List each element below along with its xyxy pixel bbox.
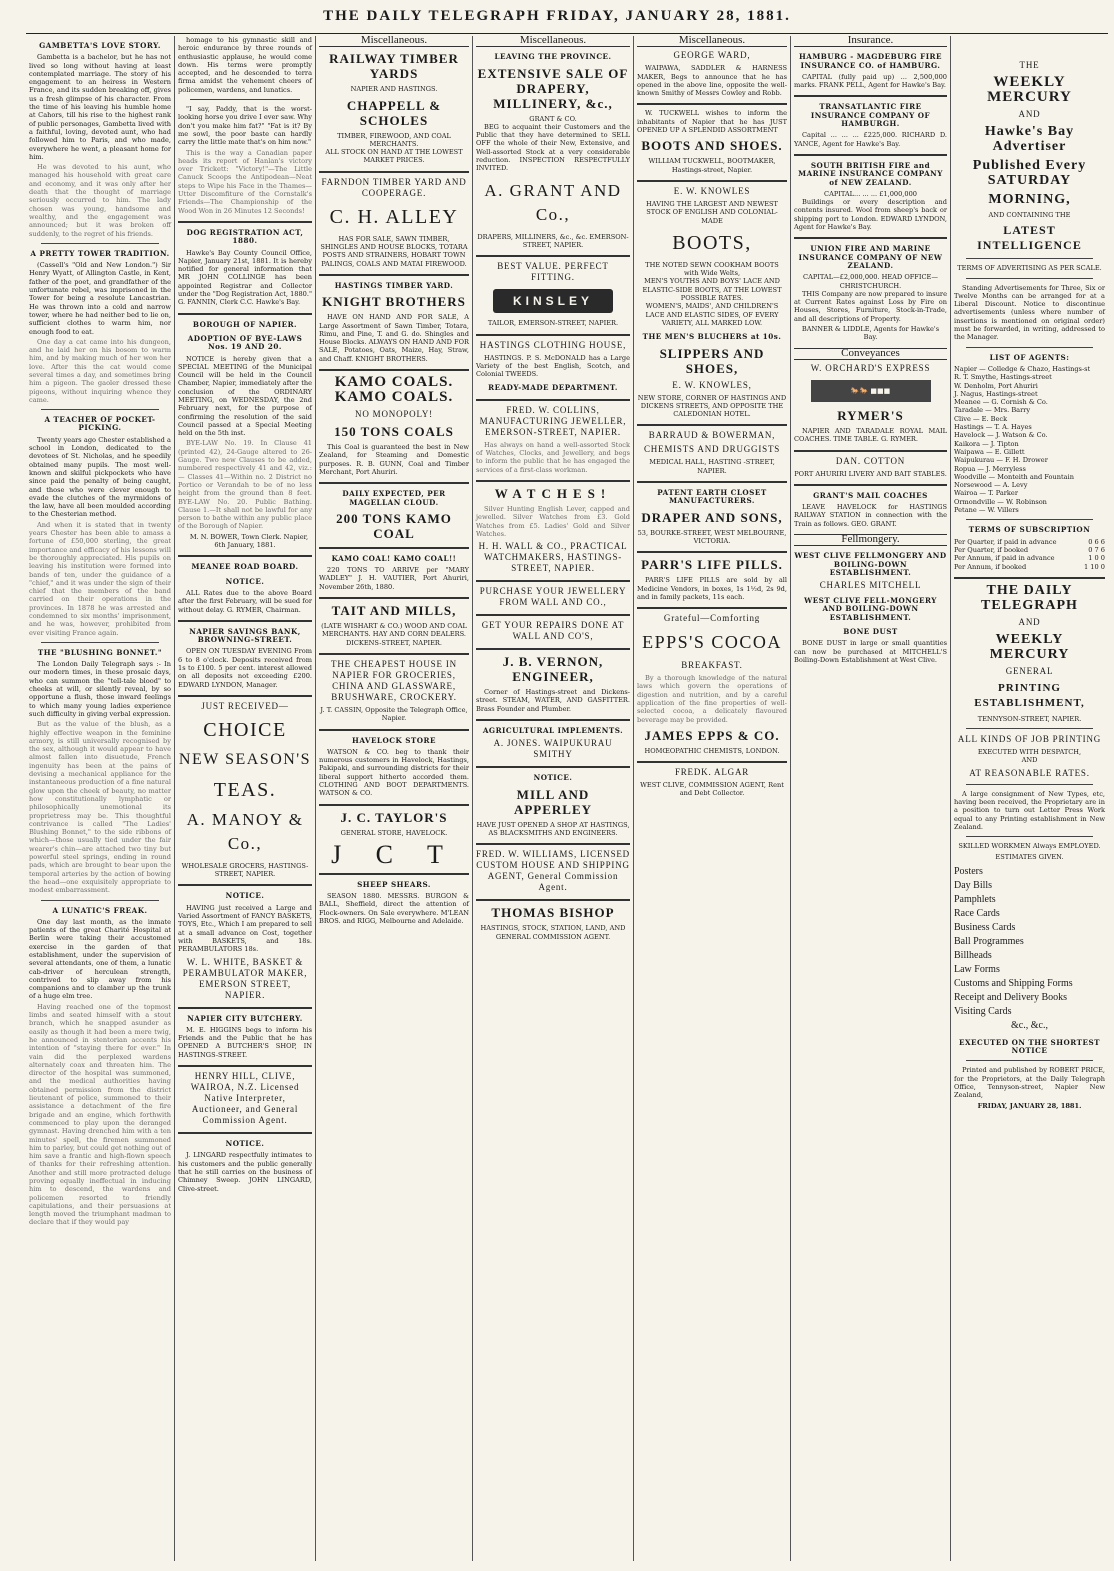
job-type: Day Bills [954,879,993,891]
ad-epps-text: By a thorough knowledge of the natural laws which govern the operations of digestion and nutrition, and by a careful application of the fine properties of well-selected cocoa, a delicately flavoured beverage may be provided. [637,674,787,724]
headline-gambetta: GAMBETTA'S LOVE STORY. [39,41,161,50]
headline-pickpocket: A TEACHER OF POCKET-PICKING. [44,415,156,433]
ad-chappell-line: TIMBER, FIREWOOD, AND COAL MERCHANTS. [337,131,451,148]
notice-bye-laws: NOTICE is hereby given that a SPECIAL MEETING of the Municipal Council will be held in the Council Chamber, Napier, immediately after the conclusion of the ORDINARY MEETING, on WEDNESDAY, the 2nd February next, for the purpose of confirming the resolution of the said Council passed at a Special Meeting held on the 5th inst. [178,354,312,438]
wm-containing: AND CONTAINING THE [988,211,1071,219]
ad-clothing-house: HASTINGS CLOTHING HOUSE, [479,339,627,350]
imprint: Printed and published by ROBERT PRICE, for the Proprietors, at the Daily Telegraph Office, Tennyson-street, Napier New Zealand, [954,1066,1105,1100]
story-pickpocket: Twenty years ago Chester established a school in London, dedicated to the devotees of St. Nicholas, and he speedily obtained many pupils. The most well-known and skilful pickpockets who have since paid the penalty of being caught, and those who were clever enough to evade the clutches of the myrmidons of the law, have all been moulded according to the Chesterian method. [29,435,171,519]
dt-printing: PRINTING ESTABLISHMENT, [974,681,1085,709]
agent-entry: Meanee — G. Cornish & Co. [954,398,1048,407]
story-pickpocket-cont: And when it is stated that in twenty years Chester has been able to amass a fortune of £50,000 sterling, the great importance and efficacy of his lessons will be thoroughly appreciated. His pupils on leaving his institution were formed into bands of ten, under the guidance of a "chief," and it was under the sign of their chief that the members of the band carried on their operations in the provinces. In 1878 he was arrested and condemned to six months' imprisonment, and he was, however, prohibited from ever visiting France again. [29,520,171,637]
story-blushing-cont: But as the value of the blush, as a highly effective weapon in the feminine armory, is still universally recognised by the sex, although it would appear to have almost fallen into disuetude, French ingenuity has been at the pains of devising a mechanical appliance for the instantaneous production of a fine natural glow upon the cheek of beauty, no matter how constitutionally lymphatic or philosophically unemotional its proprietress may be. This thoughtful contrivance is called "The Ladies' Blushing Bonnet," to the side ribbons of which—those usually tied under the fair wearer's chin—are attached two tiny but powerful steel springs, ending in round pads, which are brought to bear upon the temporal arteries by the action of bowing the head—one exquisitely appropriate to modest embarrassment. [29,720,171,895]
ad-knowles: E. W. KNOWLES [673,185,751,196]
job-type: Law Forms [954,963,1000,975]
ad-boots: BOOTS, [672,231,752,254]
ad-transatlantic: TRANSATLANTIC FIRE INSURANCE COMPANY OF HAMBURGH. [810,102,931,129]
column-1 [26,36,174,1561]
ad-algar: FREDK. ALGAR [674,767,750,778]
story-gambetta-cont: He was devoted to his aunt, who managed his household with great care and economy, and it was only after her death that the thought of marriage seriously occurred to him. The lady chosen was young, handsome and wealthy, and the engagement was announced; but it was broken off suddenly, to the regret of his friends. [29,163,171,238]
agent-entry: R. T. Smythe, Hastings-street [954,373,1052,382]
wm-latest: LATEST INTELLIGENCE [977,223,1082,253]
subs-row: Per Quarter, if paid in advance 0 6 6 [954,537,1105,546]
ad-williams: FRED. W. WILLIAMS, LICENSED CUSTOM HOUSE AND SHIPPING AGENT, General Commission Agent. [476,849,630,893]
ad-railway-timber: RAILWAY TIMBER YARDS [329,51,459,82]
dt-title: THE DAILY TELEGRAPH [981,582,1078,613]
ad-breakfast: BREAKFAST. [681,660,743,671]
ad-ward: GEORGE WARD, [673,50,751,61]
ad-slippers: SLIPPERS AND SHOES, [659,345,765,376]
ad-220-tons: 220 TONS TO ARRIVE per "MARY WADLEY" J. H. VAUTIER, Port Ahuriri, November 26th, 1880. [319,566,469,591]
dt-shortest: EXECUTED ON THE SHORTEST NOTICE [959,1037,1100,1056]
col3-section-head: Miscellaneous. [319,36,469,47]
wm-hawkes-bay: Hawke's Bay Advertiser [984,124,1075,154]
headline-blushing: THE "BLUSHING BONNET." [37,647,163,657]
ad-union: UNION FIRE AND MARINE INSURANCE COMPANY OF NEW ZEALAND. [798,244,943,270]
agent-entry: Petane — W. Villers [954,506,1019,515]
ad-agricultural: AGRICULTURAL IMPLEMENTS. [482,726,624,736]
wm-terms: TERMS OF ADVERTISING AS PER SCALE. [957,264,1102,273]
ad-epps-chemists: HOMŒOPATHIC CHEMISTS, LONDON. [644,746,780,755]
story-lunatic: One day last month, as the inmate patients of the great Charité Hospital at Berlin were taking their accustomed exercise in the garden of that establishment, under the supervision of several attendants, one of them, a lunatic cab-driver of herculean strength, contrived to slip away from his companions and to clamber up the trunk of a huge elm tree. [29,917,171,1001]
coach-illustration: 🐎🐎 ■■■ [811,380,931,402]
story-lunatic-end: homage to his gymnastic skill and heroic endurance by three rounds of enthusiastic applause, he would come down. His terms were promptly accepted, and he descended to terra firma amidst the vehement cheers of policemen, wardens, and lunatics. [178,36,312,94]
ad-kamo-text: This Coal is guaranteed the best in New Zealand, for Steaming and Domestic purposes. R. B. GUNN, Coal and Timber Merchant, Port Ahuriri. [319,443,469,476]
ad-tailor-logo: KINSLEY [493,289,613,313]
ad-knowles-stock: HAVING THE LARGEST AND NEWEST STOCK OF ENGLISH AND COLONIAL-MADE [646,199,778,225]
ad-watches-list: Silver Hunting English Lever, capped and jewelled. Silver Watches from £3. Gold Watches from £5. Ladies' Gold and Silver Watches. [476,504,630,538]
ad-chappell: CHAPPELL & SCHOLES [346,97,442,128]
ad-kamo-coal-2: KAMO COAL! KAMO COAL!! [331,553,457,563]
ad-womens: WOMEN'S, MAIDS', AND CHILDREN'S LACE AND ELASTIC SIDES, OF EVERY VARIETY, ALL MARKED LOW. [645,302,779,327]
story-gambetta: Gambetta is a bachelor, but he has not lived so long without having at least contemplated marriage. The story of his engagement to an heiress in Western France, and its sudden breaking off, gives us a fresh glimpse of his character. From the time of his leaving his humble home at Cahors, till his rise to the highest rank of public personages, Gambetta lived with a faithful, loving, devoted aunt, who had followed him to Paris, and who made, everywhere he went, a pleasant home for him. [29,53,171,161]
ad-hill: HENRY HILL, CLIVE, WAIROA, N.Z. Licensed Native Interpreter, Auctioneer, and General Commission Agent. [190,1071,300,1126]
ad-grant-coaches: GRANT'S MAIL COACHES [813,490,928,500]
ad-150-tons: 150 TONS COALS [334,424,454,440]
job-type: Visiting Cards [954,1005,1012,1017]
ad-algar-text: WEST CLIVE, COMMISSION AGENT, Rent and Debt Collector. [640,781,784,798]
ad-rymer-text: NAPIER AND TARADALE ROYAL MAIL COACHES. TIME TABLE. G. RYMER. [794,426,947,444]
headline-borough: BOROUGH OF NAPIER. [192,319,298,329]
ad-higgins: M. E. HIGGINS begs to inform his Friends and the Public that he has OPENED A BUTCHER'S SHOP, IN HASTINGS-STREET. [178,1025,312,1059]
ad-epps: EPPS'S COCOA [642,632,782,653]
agent-entry: J. Nagus, Hastings-street [954,389,1038,398]
ad-tailor: TAILOR, EMERSON-STREET, NAPIER. [487,319,619,328]
ad-white: W. L. WHITE, BASKET & PERAMBULATOR MAKER, EMERSON STREET, NAPIER. [182,956,308,1000]
agent-entry: Waipukurau — F. H. Drower [954,456,1048,465]
ad-jct-monogram: J C T [331,839,457,869]
ad-grateful: Grateful—Comforting [663,613,761,624]
job-type: Business Cards [954,921,1016,933]
ad-bishop-text: HASTINGS, STOCK, STATION, LAND, AND GENERAL COMMISSION AGENT. [480,924,626,941]
headline-dog-registration: DOG REGISTRATION ACT, 1880. [186,227,304,246]
headline-lunatic: A LUNATIC'S FREAK. [52,905,148,915]
ad-kamo-coals: KAMO COALS. KAMO COALS. [334,374,454,406]
col5-section-head: Miscellaneous. [637,36,787,47]
ad-hamburg-text: CAPITAL (fully paid up) ... 2,500,000 marks. FRANK PELL, Agent for Hawke's Bay. [794,72,947,90]
ad-tait-text: (LATE WISHART & CO.) WOOD AND COAL MERCHANTS. HAY AND CORN DEALERS. DICKENS-STREET, NAPIER. [321,622,467,647]
column-2 [174,36,315,1561]
imprint-date: FRIDAY, JANUARY 28, 1881. [977,1101,1082,1110]
ad-vernon-text: Corner of Hastings-street and Dickens-street. STEAM, WATER, AND GASFITTER. Brass Founder and Plumber. [476,688,630,713]
ad-bone-dust-text: BONE DUST in large or small quantities can now be purchased at MITCHELL'S Boiling-Down Establishment at West Clive. [794,639,947,664]
ad-rymer: RYMER'S [837,407,904,423]
headline-bye-laws: ADOPTION OF BYE-LAWS Nos. 19 AND 20. [187,333,303,352]
ad-purchase-jewellery: PURCHASE YOUR JEWELLERY FROM WALL AND CO., [479,586,627,608]
dt-estimates: ESTIMATES GIVEN. [995,853,1064,862]
ad-mcdonald: HASTINGS. P. S. McDONALD has a Large Variety of the best English, Scotch, and Colonial TWEEDS. [476,353,630,379]
ad-west-clive: WEST CLIVE FELLMONGERY AND BOILING-DOWN ESTABLISHMENT. [794,551,947,577]
ad-livery: PORT AHURIRI LIVERY AND BAIT STABLES. [794,469,947,478]
ad-vernon: J. B. VERNON, ENGINEER, [502,654,604,685]
col6-section-head: Insurance. [794,36,947,47]
job-type: Customs and Shipping Forms [954,977,1073,989]
agent-entry: Norsewood — A. Levy [954,481,1028,490]
agent-entry: Ropua — J. Merryless [954,464,1026,473]
ad-transatlantic-text: Capital ... ... ... £225,000. RICHARD D. YANCE, Agent for Hawke's Bay. [794,131,947,148]
town-clerk-signature: M. N. BOWER, Town Clerk. Napier, 6th January, 1881. [189,532,309,550]
story-tower: (Cassell's "Old and New London.") Sir Henry Wyatt, of Allington Castle, in Kent, father of the poet, and grandfather of the unfortunate rebel, was imprisoned in the Tower for being a resolute Lancastrian. He was thrown into a cold and narrow tower, where he had neither bed to lie on, sufficient clothes to warm him, nor enough food to eat. [29,261,171,336]
ad-alley: C. H. ALLEY [329,205,459,228]
column-7 [950,36,1108,1561]
ad-railway-timber-sub: NAPIER AND HASTINGS. [350,85,438,94]
ad-tuckwell-sig: WILLIAM TUCKWELL, BOOTMAKER, Hastings-street, Napier. [648,157,776,174]
ad-sheep-text: SEASON 1880. MESSRS. BURGON & BALL, Sheffield, direct the attention of Flock-owners. On Sale everywhere. M'LEAN BROS. and RIGG, Melbourne and Adelaide. [319,892,469,926]
job-type: Pamphlets [954,893,996,905]
ad-wall: H. H. WALL & CO., PRACTICAL WATCHMAKERS, HASTINGS-STREET, NAPIER. [478,541,628,574]
ad-teas: TEAS. [213,778,277,801]
ad-no-monopoly: NO MONOPOLY! [355,409,433,420]
section-conveyances: Conveyances [794,348,947,360]
ad-ready-made: READY-MADE DEPARTMENT. [488,383,618,393]
ad-new-seasons: NEW SEASON'S [178,750,312,768]
ad-bishop: THOMAS BISHOP [491,905,615,921]
wm-title: WEEKLY MERCURY [987,74,1072,105]
headline-notice-baskets: NOTICE. [225,891,265,901]
agent-entry: Hastings — T. A. Hayes [954,423,1032,432]
ad-union-capital: CAPITAL—£2,000,000. HEAD OFFICE—CHRISTCHURCH. [803,273,938,290]
ad-ward-text: WAIPAWA, SADDLER & HARNESS MAKER, Begs to announce that he has opened in the above line, opposite the well-known Smithy of Messrs Cowley and Robb. [637,64,787,98]
dt-and: AND [1018,616,1041,627]
job-type: Receipt and Delivery Books [954,991,1068,1003]
ad-knowles-address: NEW STORE, CORNER OF HASTINGS AND DICKENS STREETS, AND OPPOSITE THE CALEDONIAN HOTEL. [637,393,787,419]
story-lunatic-cont: Having reached one of the topmost limbs and seated himself with a stout branch, which he snapped asunder as easily as though it had been a mere twig, he announced in stentorian accents his intention of "staying there for ever." In vain did the perplexed wardens alternately coax and threaten him. The director of the hospital was summoned, and the medical authorities having obtained permission from the district lieutenant of police, summoned to their assistance a detachment of the fire brigade and an engine, which forthwith commenced to play upon the deranged gymnast. Having drenched him with a ten minutes' spell, the firemen summoned him to parley, but could get nothing out of him save a frantic and high-flown speech of thanks for their refreshing attention. Another and still more protracted deluge proving equally ineffectual in inducing him to descend, the wardens and policemen resorted to friendly capitulations, and their persuasions at length moved the triumphant madman to declare that if they would pay [29,1002,171,1227]
ad-union-text: THIS Company are now prepared to insure at Current Rates against Loss by Fire on Houses, Stores, Furniture, Stock-in-Trade, and all descriptions of Property. [794,289,947,323]
agent-entry: Havelock — J. Watson & Co. [954,431,1048,440]
dt-and3: AND [1021,756,1038,765]
ad-earth-closet: PATENT EARTH CLOSET MANUFACTURERS. [657,488,767,506]
notice-savings-bank: OPEN ON TUESDAY EVENING From 6 to 8 o'clock. Deposits received from 1s to £100. 5 per cent. interest allowed on all deposits not exceeding £200. EDWARD LYNDON, Manager. [178,647,312,689]
ad-medical-hall: MEDICAL HALL, HASTING -STREET, NAPIER. [649,458,775,475]
ad-alley-list: HAS FOR SALE, SAWN TIMBER, SHINGLES AND HOUSE BLOCKS, TOTARA POSTS AND STRAINERS, HOBART TOWN PALINGS, COALS AND MATAI FIREWOOD. [320,234,468,268]
dt-rates: AT REASONABLE RATES. [969,767,1090,778]
agent-entry: Waipawa — E. Gillett [954,447,1025,456]
headline-tower: A PRETTY TOWER TRADITION. [30,248,170,258]
ad-parrs: PARR'S LIFE PILLS. [641,557,783,573]
ad-lace-boots: MEN'S YOUTHS AND BOYS' LACE AND ELASTIC-SIDE BOOTS, AT THE LOWEST POSSIBLE RATES. [642,277,782,303]
agent-entry: Wairoa — T. Parker [954,489,1018,498]
newspaper-columns [26,36,1108,1561]
headline-notice-lingard: NOTICE. [225,1139,265,1149]
ad-choice: CHOICE [203,718,287,741]
ad-notice-mill: NOTICE. [533,773,573,783]
notice-bye-laws-cont: BYE-LAW No. 19. In Clause 41 (printed 42), 24-Gauge altered to 26-Gauge. Two new Clauses to be added, numbered respectively 41 and 42, viz.:— Classes 41—Within no. 2 District no Portico or Verandah to be of no less height from the ground than 8 feet. BYE-LAW No. 20. Public Bathing. Clause 1.—It shall not be lawful for any person to bathe within any public place of the Borough of Napier. [178,439,312,531]
ad-lingard: J. LINGARD respectfully intimates to his customers and the public generally that he still carries on the business of Chimney Sweep. JOHN LINGARD, Clive-street. [178,1151,312,1193]
ad-sheep-shears: SHEEP SHEARS. [357,879,431,889]
ad-knight: KNIGHT BROTHERS [322,294,466,310]
page-masthead: THE DAILY TELEGRAPH FRIDAY, JANUARY 28, 1881. [323,8,791,24]
ad-watches: WATCHES! [494,485,612,501]
wm-subs-head: TERMS OF SUBSCRIPTION [968,525,1091,535]
ad-south-capital: CAPITAL... ... ... £1,000,000 [824,189,917,198]
headline-butchery: NAPIER CITY BUTCHERY. [187,1013,303,1023]
job-type: Billheads [954,949,992,961]
job-type: Posters [954,865,983,877]
column-5 [633,36,790,1561]
ad-mill-apperley: MILL AND APPERLEY [513,786,593,817]
agent-entry: Woodville — Monteith and Fountain [954,472,1074,481]
ad-manoy: A. MANOY & Co., [186,809,304,853]
ad-mill-text: HAVE JUST OPENED A SHOP AT HASTINGS, AS BLACKSMITHS AND ENGINEERS. [476,820,630,837]
ad-tuckwell: W. TUCKWELL wishes to inform the inhabitants of Napier that he has JUST OPENED UP A SPLENDID ASSORTMENT [637,109,787,135]
wm-agents-head: LIST OF AGENTS: [989,352,1070,362]
agent-entry: Clive — E. Beck [954,414,1008,423]
ad-draper: DRAPER AND SONS, [641,509,783,525]
subs-row: Per Annum, if paid in advance 1 0 0 [954,554,1105,563]
dt-weekly: WEEKLY MERCURY [989,631,1070,662]
ad-chappell-stock: ALL STOCK ON HAND AT THE LOWEST MARKET PRICES. [325,148,463,165]
story-tower-cont: One day a cat came into his dungeon, and he laid her on his bosom to warm him, and by making much of her won her love. After this the cat would come several times a day, and sometimes bring him a pigeon. The gaoler dressed these pigeons, without inquiring whence they came. [29,337,171,404]
wm-standing: Standing Advertisements for Three, Six or Twelve Months can be arranged for at a Liberal Discount. Notice to discontinue advertisements (unless where number of insertions is mentioned on original order) must be forwarded, in writing, addressed to the Manager. [954,283,1105,342]
story-canadian: This is the way a Canadian paper heads its report of Hanlan's victory over Trickett: "Victory!"—The Little Canuck Scoops the Antipodean—Neat steps to Wipe his Face in the Thames—Utter Discomfiture of the Cornstalk's Friends—The Championship of the Wood Won in 26 Minutes 12 Seconds! [178,148,312,215]
ad-draper-address: 53, BOURKE-STREET, WEST MELBOURNE, VICTORIA. [637,528,787,545]
col4-section-head: Miscellaneous. [476,36,630,47]
wm-morning: MORNING, [988,192,1071,207]
job-type: Ball Programmes [954,935,1024,947]
ad-bone-dust: BONE DUST [843,627,898,637]
dt-tennyson: TENNYSON-STREET, NAPIER. [977,714,1082,723]
dt-job: ALL KINDS OF JOB PRINTING [957,734,1102,745]
column-4 [472,36,633,1561]
dt-despatch: EXECUTED WITH DESPATCH, [977,748,1082,757]
ad-grant-address: DRAPERS, MILLINERS, &c., &c. EMERSON-STREET, NAPIER. [477,232,629,249]
dt-skilled: SKILLED WORKMEN Always EMPLOYED. [958,842,1101,851]
ad-collins: FRED. W. COLLINS, MANUFACTURING JEWELLER, EMERSON-STREET, NAPIER. [479,404,627,437]
ad-hastings-timber: HASTINGS TIMBER YARD. [334,280,454,290]
ad-epps-co: JAMES EPPS & CO. [644,727,780,743]
masthead-rule [26,33,1108,34]
agent-entry: Ormondville — W. Robinson [954,497,1047,506]
ad-200-tons: 200 TONS KAMO COAL [336,510,452,541]
ad-havelock-store: HAVELOCK STORE [352,735,436,745]
ad-just-received: JUST RECEIVED— [201,700,289,711]
subs-row: Per Quarter, if booked 0 7 6 [954,545,1105,554]
headline-meanee: MEANEE ROAD BOARD. [191,562,299,572]
ad-manoy-address: WHOLESALE GROCERS, HASTINGS-STREET, NAPIER. [181,861,309,879]
ad-collins-text: Has always on hand a well-assorted Stock of Watches, Clocks, and Jewellery, and begs to inform the public that he has engaged the services of a first-class workman. [476,440,630,474]
subs-row: Per Annum, if booked 1 10 0 [954,562,1105,571]
column-6 [790,36,950,1561]
ad-west-clive-2: WEST CLIVE FELL-MONGERY AND BOILING-DOWN ESTABLISHMENT. [804,596,937,622]
ad-extensive-sale: EXTENSIVE SALE OF DRAPERY, MILLINERY, &c., [477,65,629,111]
ad-taylor-sub: GENERAL STORE, HAVELOCK. [340,828,448,837]
ad-tait: TAIT AND MILLS, [331,603,457,619]
ad-daily-expected: DAILY EXPECTED, PER MAGELLAN CLOUD. [342,489,446,507]
story-blushing: The London Daily Telegraph says :- In our modern times, in these prosaic days, who can summon the "tell-tale blood" to cheeks at will, or silently reveal, by so opportune a flush, those inward feelings to which many young ladies experience such difficulty in giving verbal expression. [29,660,171,718]
ad-jones: A. JONES. WAIPUKURAU SMITHY [493,738,613,760]
ad-farndon: FARNDON TIMBER YARD AND COOPERAGE. [321,176,467,198]
agent-entry: W. Denholm, Port Ahuriri [954,381,1038,390]
ad-hamburg: HAMBURG - MAGDEBURG FIRE INSURANCE CO. of HAMBURG. [798,52,943,70]
dt-consign: A large consignment of New Types, etc, having been received, the Proprietary are in a position to turn out Letter Press Work equal to any Printing establishment in New Zealand. [954,789,1105,831]
headline-savings-bank: NAPIER SAVINGS BANK, BROWNING-STREET. [189,626,301,645]
story-paddy: "I say, Paddy, that is the worst-looking horse you drive I ever saw. Why don't you make him fat?" "Fat is it? By me sowl, the poor baste can hardly carry the little mate that's on him now." [178,105,312,147]
dt-general: GENERAL [1005,665,1054,676]
job-type: &c., &c., [1011,1019,1048,1031]
ad-a-grant: A. GRANT AND Co., [484,180,622,224]
wm-the: THE [1019,60,1040,70]
ad-cassin: J. T. CASSIN, Opposite the Telegraph Office, Napier. [320,705,468,723]
ad-cheapest: THE CHEAPEST HOUSE IN NAPIER FOR GROCERIES, CHINA AND GLASSWARE, BRUSHWARE, CROCKERY. [331,658,457,702]
wm-and: AND [1018,109,1041,119]
ad-south-british: SOUTH BRITISH FIRE and MARINE INSURANCE COMPANY of NEW ZEALAND. [798,160,943,187]
agent-entry: Napier — Colledge & Chazo, Hastings-st [954,364,1091,373]
ad-union-agents: BANNER & LIDDLE, Agents for Hawke's Bay. [801,325,940,342]
ad-bluchers: THE MEN'S BLUCHERS at 10s. [642,332,782,342]
wm-subs-table [954,538,1105,571]
ad-barraud: BARRAUD & BOWERMAN, [648,430,776,441]
wm-published: Published Every SATURDAY [972,158,1087,188]
ad-watson: WATSON & CO. beg to thank their numerous customers in Havelock, Hastings, Pakipaki, and surrounding districts for their liberal support hitherto accorded them. CLOTHING AND BOOT DEPARTMENTS. WATSON & CO. [319,747,469,798]
agent-entry: Taradale — Mrs. Barry [954,406,1031,415]
ad-leaving-province: LEAVING THE PROVINCE. [494,52,612,62]
dt-job-list [954,865,1105,1033]
ad-cookham: THE NOTED SEWN COOKHAM BOOTS with Wide Welts, [645,260,779,278]
notice-meanee: ALL Rates due to the above Board after the first February, will be sued for without delay. G. RYMER, Chairman. [178,588,312,614]
ad-boots-shoes: BOOTS AND SHOES. [641,138,783,154]
ad-parrs-text: PARR'S LIFE PILLS are sold by all Medicine Vendors, in boxes, 1s 1½d, 2s 9d, and in family packets, 11s each. [637,576,787,601]
ad-orchard: W. ORCHARD'S EXPRESS [810,362,931,373]
ad-taylor: J. C. TAYLOR'S [340,809,448,825]
ad-repairs: GET YOUR REPAIRS DONE AT WALL AND CO'S, [481,620,625,642]
ad-mitchell: CHARLES MITCHELL [819,580,922,591]
ad-grant-text: BEG to acquaint their Customers and the Public that they have determined to SELL OFF the whole of their New, Extensive, and Well-assorted Stock at a very considerable reduction. INSPECTION RESPECTFULLY INVITED. [476,122,630,173]
column-3 [315,36,472,1561]
ad-south-text: Buildings or every description and contents insured. Wool from sheep's back or shipping port to London. EDWARD LYNDON, Agent for Hawke's Bay. [794,198,947,232]
ad-chemists: CHEMISTS AND DRUGGISTS [643,444,781,455]
ad-knowles-store: E. W. KNOWLES, [672,379,752,390]
wm-agents-list [954,365,1105,514]
ad-baskets: HAVING just received a Large and Varied Assortment of FANCY BASKETS, TOYS, Etc., Which I am prepared to sell at a small advance on Cost, together with BASKETS, and 18s. PERAMBULATORS 18s. [178,903,312,954]
ad-dan-cotton: DAN. COTTON [835,455,906,466]
meanee-notice-label: NOTICE. [225,576,265,586]
agent-entry: Kaikora — J. Tipton [954,439,1019,448]
ad-knight-text: HAVE ON HAND AND FOR SALE, A Large Assortment of Sawn Timber, Totara, Rimu, and Pine, T. and G. do. Shingles and House Blocks. ALWAYS ON HAND AND FOR SALE, Potatoes, Oats, Maize, Hay, Straw, and Chaff. KNIGHT BROTHERS. [319,313,469,363]
ad-best-value: BEST VALUE. PERFECT FITTING. [497,261,609,283]
section-fellmongery: Fellmongery. [794,534,947,546]
job-type: Race Cards [954,907,1000,919]
notice-dog-registration: Hawke's Bay County Council Office, Napier, January 21st, 1881. It is hereby notified for general information that MR JOHN COLLINGE has been appointed Registrar and Collector under the "Dog Registration Act, 1880." G. FANNIN, Clerk C.C. Hawke's Bay. [178,248,312,307]
ad-grant-co: GRANT & CO. [529,114,577,123]
ad-grant-coaches-text: LEAVE HAVELOCK for HASTINGS RAILWAY STATION in connection with the Train as follows. GEO. GRANT. [794,503,947,528]
